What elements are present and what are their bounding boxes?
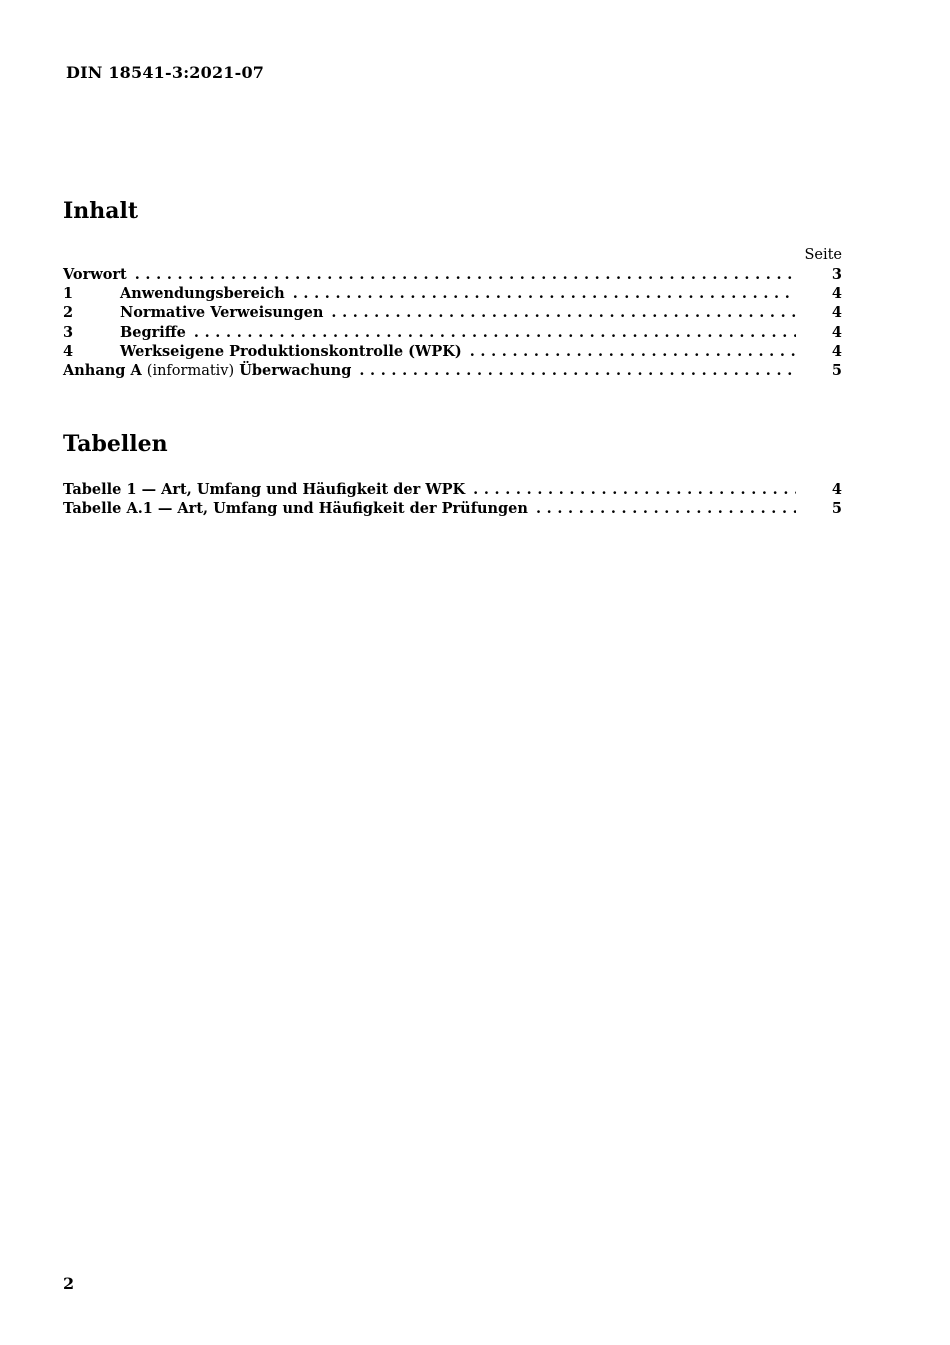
toc-entry-begriffe[interactable] bbox=[63, 323, 842, 342]
dot-leader bbox=[331, 303, 796, 322]
toc-entry-page: 5 bbox=[831, 361, 842, 379]
toc-entry-page: 3 bbox=[831, 266, 842, 283]
page-number: 2 bbox=[63, 1274, 75, 1293]
toc-annex-title bbox=[63, 361, 351, 381]
dot-leader bbox=[359, 361, 796, 380]
toc-entry-title: Anwendungsbereich bbox=[120, 285, 285, 303]
toc-entry-title: Werkseigene Produktionskontrolle (WPK) bbox=[120, 342, 462, 360]
tables-entry-tabelle-1[interactable] bbox=[63, 480, 842, 499]
list-of-tables bbox=[63, 480, 842, 518]
tables-entry-page: 4 bbox=[831, 481, 842, 498]
tables-entry-title: Tabelle A.1 — Art, Umfang und Häufigkeit der Prüfungen bbox=[63, 500, 528, 518]
toc-entry-anhang-a[interactable] bbox=[63, 361, 842, 380]
annex-qualifier: (informativ) bbox=[146, 362, 235, 379]
tables-heading: Tabellen bbox=[63, 431, 168, 457]
toc-entry-title: Normative Verweisungen bbox=[120, 304, 324, 322]
page-column-label: Seite bbox=[804, 247, 842, 263]
contents-heading: Inhalt bbox=[63, 198, 139, 224]
toc-entry-title: Vorwort bbox=[63, 266, 127, 283]
toc-entry-normative-verweisungen[interactable] bbox=[63, 303, 842, 322]
dot-leader bbox=[194, 323, 796, 342]
dot-leader bbox=[536, 499, 796, 518]
toc-entry-page: 4 bbox=[831, 304, 842, 322]
table-of-contents bbox=[63, 246, 842, 380]
toc-entry-page: 4 bbox=[831, 323, 842, 341]
toc-entry-page: 4 bbox=[831, 285, 842, 303]
document-identifier: DIN 18541-3:2021-07 bbox=[66, 63, 265, 82]
tables-entry-title: Tabelle 1 — Art, Umfang und Häufigkeit der WPK bbox=[63, 481, 466, 498]
toc-entry-anwendungsbereich[interactable] bbox=[63, 284, 842, 303]
toc-entry-number: 4 bbox=[63, 342, 74, 360]
toc-entry-number: 1 bbox=[63, 285, 74, 303]
dot-leader bbox=[135, 265, 796, 284]
toc-entry-vorwort[interactable] bbox=[63, 265, 842, 284]
dot-leader bbox=[293, 284, 796, 303]
toc-entry-title: Begriffe bbox=[120, 323, 186, 341]
tables-entry-page: 5 bbox=[831, 500, 842, 518]
toc-entry-wpk[interactable] bbox=[63, 342, 842, 361]
annex-title: Überwachung bbox=[239, 361, 352, 379]
dot-leader bbox=[470, 342, 796, 361]
toc-entry-number: 2 bbox=[63, 304, 74, 322]
tables-entry-tabelle-a1[interactable] bbox=[63, 499, 842, 518]
dot-leader bbox=[473, 480, 796, 499]
toc-entry-number: 3 bbox=[63, 323, 74, 341]
annex-label: Anhang A bbox=[63, 361, 142, 379]
toc-entry-page: 4 bbox=[831, 342, 842, 360]
